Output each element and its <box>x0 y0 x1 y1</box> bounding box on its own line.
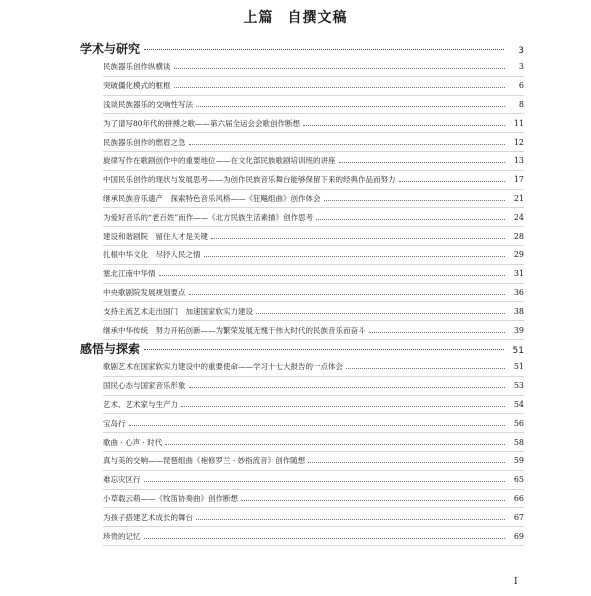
dot-leader <box>204 256 506 257</box>
toc-entry-page-number: 56 <box>513 418 524 428</box>
dot-leader <box>144 349 504 350</box>
section-header-academic[interactable] <box>80 40 524 56</box>
dot-leader <box>324 200 506 201</box>
toc-entry[interactable] <box>103 208 524 227</box>
toc-entry-title: 支持主流艺术走出国门 加速国家软实力建设 <box>103 306 253 316</box>
toc-entry-page-number: 59 <box>513 456 524 466</box>
section-title: 感悟与探索 <box>80 342 141 356</box>
toc-entry-page-number: 17 <box>513 175 524 185</box>
dot-leader <box>189 144 506 145</box>
toc-entry-page-number: 65 <box>513 475 524 485</box>
dot-leader <box>316 219 505 220</box>
toc-entry[interactable] <box>103 284 524 303</box>
dot-leader <box>196 106 505 107</box>
toc-entry-page-number: 21 <box>513 193 524 203</box>
dot-leader <box>174 68 506 69</box>
toc-entry-title: 旋律写作在歌剧创作中的重要地位——在文化部民族歌剧培训班的讲座 <box>103 156 336 166</box>
dot-leader <box>241 500 505 501</box>
toc-entry-page-number: 36 <box>513 287 524 297</box>
toc-entry-title: 为孩子搭建艺术成长的舞台 <box>103 512 193 522</box>
toc-entry-title: 继承民族音乐遗产 探索特色音乐风格——《狂飚组曲》创作体会 <box>103 193 321 203</box>
toc-entry[interactable] <box>103 58 524 77</box>
dot-leader <box>129 425 506 426</box>
toc-entry[interactable] <box>103 490 524 509</box>
toc-entry-page-number: 38 <box>513 306 524 316</box>
dot-leader <box>165 444 505 445</box>
dot-leader <box>303 125 505 126</box>
toc-entry[interactable] <box>103 508 524 527</box>
toc-entry-page-number: 69 <box>513 531 524 541</box>
toc-entry[interactable] <box>103 96 524 115</box>
toc-entry[interactable] <box>103 302 524 321</box>
dot-leader <box>196 519 505 520</box>
toc-entry-page-number: 29 <box>513 250 524 260</box>
page-title <box>0 7 591 27</box>
dot-leader <box>174 87 506 88</box>
dot-leader <box>189 387 506 388</box>
toc-entry-page-number: 39 <box>513 325 524 335</box>
toc-entry[interactable] <box>103 77 524 96</box>
toc-entry[interactable] <box>103 433 524 452</box>
toc-entry-title: 扎根中华文化 尽抒人民之情 <box>103 250 201 260</box>
dot-leader <box>339 162 506 163</box>
dot-leader <box>159 275 506 276</box>
toc-entry[interactable] <box>103 190 524 209</box>
toc-entry-title: 突破僵化模式的框框 <box>103 81 171 91</box>
toc-entry[interactable] <box>103 358 524 377</box>
toc-entry-title: 中国民乐创作的现状与发展思考——为创作民族音乐舞台能够保留下来的经典作品而努力 <box>103 175 396 185</box>
section-title: 学术与研究 <box>80 42 141 56</box>
dot-leader <box>189 294 506 295</box>
toc-entry[interactable] <box>103 321 524 340</box>
toc-entry[interactable] <box>103 114 524 133</box>
toc-entry-page-number: 58 <box>513 437 524 447</box>
toc-list-reflections <box>103 358 524 546</box>
toc-entry-page-number: 6 <box>518 81 524 91</box>
toc-entry[interactable] <box>103 471 524 490</box>
section-page-number: 51 <box>512 346 524 356</box>
dot-leader <box>181 406 505 407</box>
toc-entry-title: 建设和谐剧院 留住人才是关键 <box>103 231 208 241</box>
toc-entry-page-number: 3 <box>518 62 524 72</box>
toc-entry-page-number: 24 <box>513 212 524 222</box>
toc-entry-title: 浅谈民族器乐的交响性写法 <box>103 99 193 109</box>
toc-entry-title: 民族器乐创作纵横谈 <box>103 62 171 72</box>
toc-entry-title: 真与美的交响——琵琶组曲《袍修罗兰 · 妙指流音》创作随想 <box>103 456 306 466</box>
toc-entry-title: 继承中华传统 努力开拓创新——为繁荣发展无愧于伟大时代的民族音乐而奋斗 <box>103 325 366 335</box>
toc-entry[interactable] <box>103 527 524 546</box>
toc-entry[interactable] <box>103 171 524 190</box>
section-header-reflections[interactable] <box>80 340 524 356</box>
dot-leader <box>369 332 506 333</box>
toc-entry-title: 小草载云萌——《牧笛协奏曲》创作断想 <box>103 493 238 503</box>
toc-entry-page-number: 54 <box>513 399 524 409</box>
part-title: 自撰文稿 <box>287 10 348 26</box>
toc-entry-title: 难忘灾区行 <box>103 475 141 485</box>
toc-entry-title: 为了谱写80年代的拼搏之歌——第六届全运会会歌创作断想 <box>103 118 301 128</box>
toc-entry-title: 为爱好音乐的“老百姓”而作——《北方民族生活素描》创作思考 <box>103 212 314 222</box>
toc-entry[interactable] <box>103 414 524 433</box>
part-label: 上篇 <box>243 10 274 26</box>
toc-entry-title: 歌剧艺术在国家软实力建设中的重要使命——学习十七大报告的一点体会 <box>103 362 343 372</box>
toc-entry[interactable] <box>103 152 524 171</box>
section-page-number: 3 <box>518 46 524 56</box>
toc-entry-page-number: 51 <box>513 362 524 372</box>
toc-entry[interactable] <box>103 452 524 471</box>
toc-entry-title: 民族器乐创作的燃眉之急 <box>103 137 186 147</box>
toc-entry-page-number: 28 <box>513 231 524 241</box>
toc-entry-title: 中央歌剧院发展规划要点 <box>103 287 186 297</box>
toc-entry-page-number: 11 <box>513 118 524 128</box>
toc-entry-title: 宝岛行 <box>103 418 126 428</box>
toc-entry-page-number: 12 <box>513 137 524 147</box>
toc-entry-title: 国民心态与国家音乐形象 <box>103 381 186 391</box>
dot-leader <box>211 238 505 239</box>
toc-entry-page-number: 66 <box>513 493 524 503</box>
dot-leader <box>144 49 504 50</box>
toc-entry-page-number: 67 <box>513 512 524 522</box>
toc-entry[interactable] <box>103 227 524 246</box>
toc-entry-title: 歌曲 · 心声 · 时代 <box>103 437 163 447</box>
dot-leader <box>144 481 506 482</box>
toc-entry[interactable] <box>103 133 524 152</box>
toc-entry[interactable] <box>103 246 524 265</box>
toc-entry-title: 塞北江南中华情 <box>103 269 156 279</box>
dot-leader <box>346 368 505 369</box>
dot-leader <box>256 313 505 314</box>
toc-entry-page-number: 53 <box>513 381 524 391</box>
dot-leader <box>144 538 506 539</box>
toc-list-academic <box>103 58 524 340</box>
page-folio: I <box>514 577 518 587</box>
toc-entry[interactable] <box>103 265 524 284</box>
toc-entry-title: 珍贵的记忆 <box>103 531 141 541</box>
toc-entry-page-number: 13 <box>513 156 524 166</box>
toc-entry[interactable] <box>103 396 524 415</box>
toc-entry-page-number: 31 <box>513 269 524 279</box>
dot-leader <box>308 462 505 463</box>
toc-entry-page-number: 8 <box>518 99 524 109</box>
toc-entry[interactable] <box>103 377 524 396</box>
dot-leader <box>399 181 506 182</box>
toc-entry-title: 艺术、艺术家与生产力 <box>103 399 178 409</box>
